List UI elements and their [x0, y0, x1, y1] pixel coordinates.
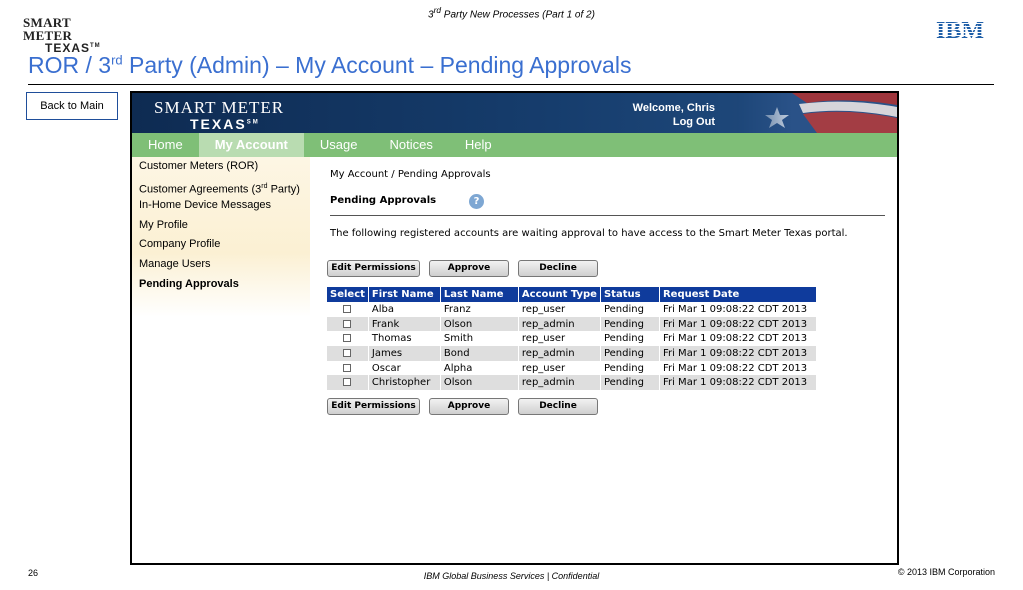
row-select-cell	[327, 331, 368, 346]
title-divider	[28, 84, 994, 85]
header-select[interactable]: Select	[327, 287, 368, 302]
row-select-cell	[327, 361, 368, 376]
nav-home[interactable]: Home	[148, 137, 183, 152]
row-select-cell	[327, 317, 368, 332]
app-logo-line2: TEXAS	[190, 116, 247, 132]
cell-request-date: Fri Mar 1 09:08:22 CDT 2013	[659, 375, 816, 390]
row-checkbox[interactable]	[343, 378, 351, 386]
title-sup: rd	[111, 52, 123, 68]
table-row	[327, 346, 816, 361]
cell-first-name: Thomas	[368, 331, 440, 346]
sidebar-agreements-sup: rd	[261, 182, 268, 190]
sidebar-item-pending-approvals[interactable]: Pending Approvals	[139, 277, 239, 290]
cell-last-name: Alpha	[440, 361, 518, 376]
ibm-logo	[927, 18, 993, 40]
cell-account-type: rep_admin	[518, 317, 600, 332]
pending-approvals-table	[327, 287, 817, 390]
app-logo-line1: SMART METER	[154, 98, 285, 117]
cell-request-date: Fri Mar 1 09:08:22 CDT 2013	[659, 317, 816, 332]
table-row	[327, 375, 816, 390]
decline-button[interactable]: Decline	[518, 260, 598, 277]
row-checkbox[interactable]	[343, 349, 351, 357]
approve-button[interactable]: Approve	[429, 398, 509, 415]
edit-permissions-button[interactable]: Edit Permissions	[327, 398, 420, 415]
breadcrumb: My Account / Pending Approvals	[330, 169, 491, 180]
logo-line2: TEXAS	[45, 41, 91, 55]
cell-first-name: Oscar	[368, 361, 440, 376]
edit-permissions-button[interactable]: Edit Permissions	[327, 260, 420, 277]
cell-last-name: Franz	[440, 302, 518, 317]
cell-status: Pending	[600, 361, 659, 376]
texas-flag-graphic	[737, 93, 897, 133]
row-select-cell	[327, 302, 368, 317]
cell-status: Pending	[600, 346, 659, 361]
table-row	[327, 302, 816, 317]
cell-first-name: Frank	[368, 317, 440, 332]
cell-account-type: rep_user	[518, 361, 600, 376]
row-select-cell	[327, 375, 368, 390]
table-row	[327, 331, 816, 346]
footer-confidential: IBM Global Business Services | Confidential	[423, 571, 600, 581]
app-logo-line2-wrap	[190, 117, 284, 131]
header-note-text: 3	[428, 9, 434, 21]
sidebar-item-manage-users[interactable]: Manage Users	[139, 257, 211, 270]
nav-help[interactable]: Help	[464, 137, 492, 152]
logout-link[interactable]: Log Out	[672, 116, 715, 128]
cell-account-type: rep_admin	[518, 375, 600, 390]
sidebar-item-customer-meters[interactable]: Customer Meters (ROR)	[139, 160, 259, 172]
cell-account-type: rep_admin	[518, 346, 600, 361]
header-last-name[interactable]: Last Name	[440, 287, 518, 302]
app-logo[interactable]	[154, 99, 284, 131]
sidebar-item-customer-agreements[interactable]	[132, 177, 310, 197]
title-post: Party (Admin) – My Account – Pending Approvals	[122, 52, 632, 78]
slide-header-note	[0, 5, 1023, 20]
content-divider	[330, 215, 885, 216]
cell-last-name: Bond	[440, 346, 518, 361]
header-first-name[interactable]: First Name	[368, 287, 440, 302]
header-note-sup: rd	[433, 5, 441, 15]
ibm-logo-text: IBM	[936, 18, 984, 40]
footer-copyright: © 2013 IBM Corporation	[897, 567, 995, 577]
table-row	[327, 317, 816, 332]
cell-account-type: rep_user	[518, 302, 600, 317]
sidebar-item-my-profile[interactable]: My Profile	[139, 218, 188, 231]
nav-usage[interactable]: Usage	[319, 137, 358, 152]
header-status[interactable]: Status	[600, 287, 659, 302]
row-select-cell	[327, 346, 368, 361]
nav-notices[interactable]: Notices	[389, 137, 433, 152]
sidebar-item-company-profile[interactable]: Company Profile	[139, 238, 221, 251]
app-banner	[132, 93, 897, 133]
user-greeting	[633, 101, 715, 129]
header-note-text-end: Party New Processes (Part 1 of 2)	[441, 9, 595, 21]
table-row	[327, 361, 816, 376]
cell-request-date: Fri Mar 1 09:08:22 CDT 2013	[659, 331, 816, 346]
sidebar-item-in-home-device-messages[interactable]: In-Home Device Messages	[139, 199, 272, 212]
nav-my-account[interactable]: My Account	[199, 133, 304, 157]
decline-button[interactable]: Decline	[518, 398, 598, 415]
action-buttons-top	[327, 260, 598, 278]
help-icon[interactable]: ?	[469, 194, 484, 209]
cell-account-type: rep_user	[518, 331, 600, 346]
header-request-date[interactable]: Request Date	[659, 287, 816, 302]
app-frame	[130, 91, 899, 565]
header-account-type[interactable]: Account Type	[518, 287, 600, 302]
account-sidebar	[132, 157, 310, 317]
sidebar-agreements-text-end: Party)	[267, 183, 300, 196]
app-logo-sm: SM	[246, 119, 260, 126]
cell-request-date: Fri Mar 1 09:08:22 CDT 2013	[659, 302, 816, 317]
cell-status: Pending	[600, 331, 659, 346]
back-to-main-button[interactable]: Back to Main	[26, 92, 118, 120]
cell-status: Pending	[600, 317, 659, 332]
row-checkbox[interactable]	[343, 305, 351, 313]
smart-meter-texas-logo	[23, 16, 123, 54]
page-number: 26	[28, 568, 39, 578]
row-checkbox[interactable]	[343, 320, 351, 328]
logo-tm: TM	[90, 43, 101, 49]
row-checkbox[interactable]	[343, 334, 351, 342]
action-buttons-bottom	[327, 398, 598, 416]
cell-status: Pending	[600, 375, 659, 390]
cell-last-name: Olson	[440, 317, 518, 332]
approve-button[interactable]: Approve	[429, 260, 509, 277]
title-pre: ROR / 3	[28, 52, 112, 78]
cell-last-name: Smith	[440, 331, 518, 346]
cell-first-name: Christopher	[368, 375, 440, 390]
sidebar-agreements-text: Customer Agreements (3	[139, 183, 262, 196]
main-nav	[132, 133, 897, 157]
row-checkbox[interactable]	[343, 364, 351, 372]
table-header-row	[327, 287, 816, 302]
cell-last-name: Olson	[440, 375, 518, 390]
slide-title	[28, 52, 631, 79]
cell-first-name: James	[368, 346, 440, 361]
cell-first-name: Alba	[368, 302, 440, 317]
cell-request-date: Fri Mar 1 09:08:22 CDT 2013	[659, 346, 816, 361]
cell-request-date: Fri Mar 1 09:08:22 CDT 2013	[659, 361, 816, 376]
cell-status: Pending	[600, 302, 659, 317]
description-text: The following registered accounts are waiting approval to have access to the Smart Meter Texas portal.	[330, 228, 848, 239]
welcome-text: Welcome, Chris	[632, 102, 715, 114]
logo-line1: SMART METER	[23, 15, 73, 43]
page-title: Pending Approvals	[330, 195, 437, 206]
